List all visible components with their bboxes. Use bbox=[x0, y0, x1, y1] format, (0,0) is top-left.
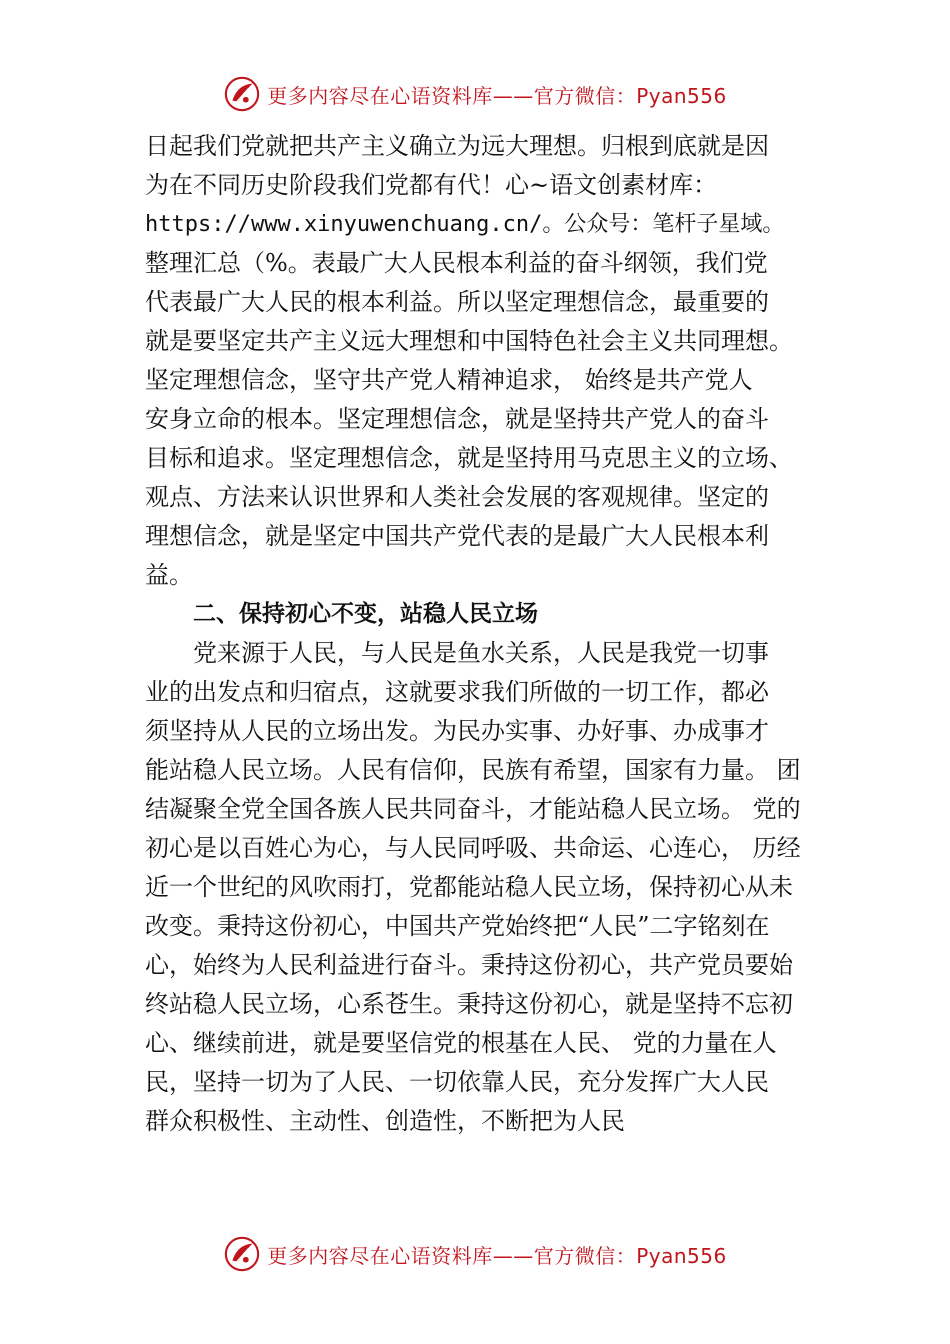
paragraph-line: 初心是以百姓心为心，与人民同呼吸、共命运、心连心， 历经 bbox=[145, 834, 801, 862]
body-line: 为在不同历史阶段我们党都有代！心~语文创素材库： bbox=[145, 171, 718, 199]
banner-separator: —— bbox=[492, 1243, 534, 1268]
banner-wechat: 官方微信：Pyan556 bbox=[533, 1243, 727, 1268]
banner-title: 更多内容尽在心语资料库 bbox=[267, 1243, 493, 1268]
paragraph-line: 民，坚持一切为了人民、一切依靠人民，充分发挥广大人民 bbox=[145, 1068, 769, 1096]
body-line: 整理汇总（%。表最广大人民根本利益的奋斗纲领，我们党 bbox=[145, 249, 768, 277]
section-heading: 二、保持初心不变，站稳人民立场 bbox=[193, 601, 538, 627]
paragraph-line: 心，始终为人民利益进行奋斗。秉持这份初心，共产党员要始 bbox=[145, 951, 793, 979]
banner-text bbox=[267, 1240, 727, 1269]
paragraph-line: 党来源于人民，与人民是鱼水关系，人民是我党一切事 bbox=[193, 639, 769, 667]
header-banner bbox=[0, 72, 950, 116]
paragraph-line: 业的出发点和归宿点，这就要求我们所做的一切工作，都必 bbox=[145, 678, 769, 706]
logo-icon bbox=[223, 1235, 261, 1273]
banner-text bbox=[267, 80, 727, 109]
banner-title: 更多内容尽在心语资料库 bbox=[267, 83, 493, 108]
body-line: 理想信念，就是坚定中国共产党代表的是最广大人民根本利 bbox=[145, 522, 769, 550]
paragraph-line: 能站稳人民立场。人民有信仰，民族有希望，国家有力量。 团 bbox=[145, 756, 801, 784]
paragraph-line: 近一个世纪的风吹雨打，党都能站稳人民立场，保持初心从未 bbox=[145, 873, 793, 901]
paragraph-line: 改变。秉持这份初心，中国共产党始终把“人民”二字铭刻在 bbox=[145, 912, 770, 940]
body-line: 目标和追求。坚定理想信念，就是坚持用马克思主义的立场、 bbox=[145, 444, 793, 472]
body-line: 益。 bbox=[145, 561, 193, 589]
paragraph-line: 心、继续前进，就是要坚信党的根基在人民、 党的力量在人 bbox=[145, 1029, 777, 1057]
paragraph-line: 终站稳人民立场，心系苍生。秉持这份初心，就是坚持不忘初 bbox=[145, 990, 793, 1018]
paragraph-line: 须坚持从人民的立场出发。为民办实事、办好事、办成事才 bbox=[145, 717, 769, 745]
banner-separator: —— bbox=[492, 83, 534, 108]
logo-icon bbox=[223, 75, 261, 113]
body-line: 安身立命的根本。坚定理想信念，就是坚持共产党人的奋斗 bbox=[145, 405, 769, 433]
footer-banner bbox=[0, 1232, 950, 1276]
body-line: 代表最广大人民的根本利益。所以坚定理想信念，最重要的 bbox=[145, 288, 769, 316]
paragraph-line: 结凝聚全党全国各族人民共同奋斗，才能站稳人民立场。 党的 bbox=[145, 795, 801, 823]
body-line: 日起我们党就把共产主义确立为远大理想。归根到底就是因 bbox=[145, 132, 769, 160]
body-line: 就是要坚定共产主义远大理想和中国特色社会主义共同理想。 bbox=[145, 327, 793, 355]
body-line: 坚定理想信念，坚守共产党人精神追求， 始终是共产党人 bbox=[145, 366, 753, 394]
document-body bbox=[145, 127, 835, 1141]
paragraph-line: 群众积极性、主动性、创造性，不断把为人民 bbox=[145, 1107, 625, 1135]
banner-wechat: 官方微信：Pyan556 bbox=[533, 83, 727, 108]
body-line: 观点、方法来认识世界和人类社会发展的客观规律。坚定的 bbox=[145, 483, 769, 511]
body-line-url: https://www.xinyuwenchuang.cn/。公众号：笔杆子星域。 bbox=[145, 212, 785, 237]
